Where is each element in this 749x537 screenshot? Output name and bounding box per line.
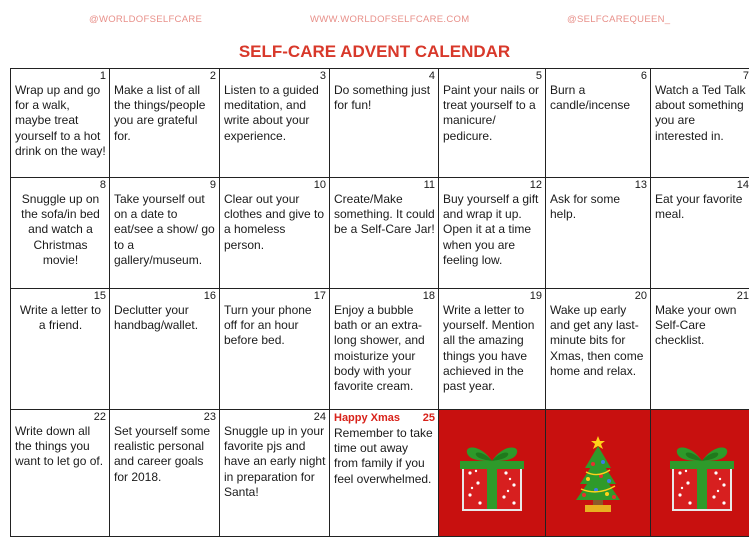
day-number: 25 — [422, 412, 435, 424]
day-cell-18 — [330, 289, 439, 410]
day-text: Write a letter to a friend. — [19, 303, 102, 333]
day-text: Wake up early and get any last-minute bits for Xmas, then come home and relax. — [550, 303, 644, 378]
day-cell-7 — [651, 69, 749, 178]
day-number: 5 — [535, 70, 542, 82]
day-number: 6 — [640, 70, 647, 82]
day-number: 15 — [93, 290, 106, 302]
day-cell-22 — [11, 410, 110, 537]
day-text: Listen to a guided meditation, and write about your experience. — [224, 83, 319, 143]
day-text: Create/Make something. It could be a Self-Care Jar! — [334, 192, 435, 237]
day-text: Take yourself out on a date to eat/see a show/ go to a gallery/museum. — [114, 192, 215, 267]
day-cell-20 — [546, 289, 651, 410]
day-cell-24 — [220, 410, 330, 537]
calendar-grid — [10, 68, 749, 537]
gift-tile — [651, 410, 749, 537]
day-text: Turn your phone off for an hour before bed. — [224, 303, 312, 348]
day-number: 17 — [313, 290, 326, 302]
day-text: Enjoy a bubble bath or an extra-long shower, and moisturize your body with your favorite cream. — [334, 303, 425, 394]
day-number: 2 — [209, 70, 216, 82]
day-number: 9 — [209, 179, 216, 191]
day-cell-6 — [546, 69, 651, 178]
day-cell-17 — [220, 289, 330, 410]
page-title: SELF-CARE ADVENT CALENDAR — [238, 42, 511, 61]
day-cell-11 — [330, 178, 439, 289]
day-text: Write a letter to yourself. Mention all the amazing things you have achieved in the past year. — [443, 303, 535, 394]
day-number: 23 — [203, 411, 216, 423]
day-number: 16 — [203, 290, 216, 302]
website-url: WWW.WORLDOFSELFCARE.COM — [310, 14, 470, 25]
day-cell-10 — [220, 178, 330, 289]
day-cell-9 — [110, 178, 220, 289]
gift-icon — [664, 433, 740, 513]
xmas-header — [334, 412, 435, 425]
day-number: 19 — [529, 290, 542, 302]
tree-tile — [546, 410, 651, 537]
day-text: Set yourself some realistic personal and career goals for 2018. — [114, 424, 211, 484]
day-number: 18 — [422, 290, 435, 302]
gift-tile — [439, 410, 546, 537]
day-cell-12 — [439, 178, 546, 289]
day-number: 4 — [428, 70, 435, 82]
day-cell-19 — [439, 289, 546, 410]
gift-icon — [454, 433, 530, 513]
day-number: 7 — [742, 70, 749, 82]
day-cell-8 — [11, 178, 110, 289]
day-number: 20 — [634, 290, 647, 302]
happy-xmas-label: Happy Xmas — [334, 412, 401, 424]
day-cell-4 — [330, 69, 439, 178]
day-cell-16 — [110, 289, 220, 410]
day-number: 3 — [319, 70, 326, 82]
day-cell-21 — [651, 289, 749, 410]
day-cell-25 — [330, 410, 439, 537]
day-cell-1 — [11, 69, 110, 178]
day-number: 10 — [313, 179, 326, 191]
day-number: 1 — [99, 70, 106, 82]
day-cell-2 — [110, 69, 220, 178]
header-bar — [0, 14, 749, 30]
day-text: Snuggle up on the sofa/in bed and watch a Christmas movie! — [21, 192, 100, 267]
day-cell-23 — [110, 410, 220, 537]
day-text: Make your own Self-Care checklist. — [655, 303, 737, 348]
day-text: Ask for some help. — [550, 192, 621, 222]
day-text: Remember to take time out away from family if you feel overwhelmed. — [334, 426, 433, 486]
day-text: Do something just for fun! — [334, 83, 431, 113]
day-number: 14 — [736, 179, 749, 191]
day-cell-5 — [439, 69, 546, 178]
day-number: 24 — [313, 411, 326, 423]
day-number: 8 — [99, 179, 106, 191]
day-text: Declutter your handbag/wallet. — [114, 303, 199, 333]
day-cell-14 — [651, 178, 749, 289]
day-text: Buy yourself a gift and wrap it up. Open it at a time when you are feeling low. — [443, 192, 539, 267]
day-number: 22 — [93, 411, 106, 423]
christmas-tree-icon — [571, 432, 625, 514]
day-number: 13 — [634, 179, 647, 191]
day-cell-3 — [220, 69, 330, 178]
day-text: Wrap up and go for a walk, maybe treat yourself to a hot drink on the way! — [15, 83, 106, 158]
day-text: Write down all the things you want to let go of. — [15, 424, 104, 469]
day-text: Snuggle up in your favorite pjs and have an early night in preparation for Santa! — [224, 424, 326, 499]
day-number: 11 — [423, 179, 435, 191]
day-text: Paint your nails or treat yourself to a manicure/ pedicure. — [443, 83, 540, 143]
instagram-handle-left: @WORLDOFSELFCARE — [89, 14, 203, 25]
instagram-handle-right: @SELFCAREQUEEN_ — [567, 14, 671, 25]
day-number: 12 — [529, 179, 542, 191]
day-number: 21 — [736, 290, 749, 302]
day-text: Make a list of all the things/people you are grateful for. — [114, 83, 206, 143]
day-cell-15 — [11, 289, 110, 410]
day-text: Watch a Ted Talk about something you are interested in. — [655, 83, 746, 143]
day-cell-13 — [546, 178, 651, 289]
day-text: Clear out your clothes and give to a homeless person. — [224, 192, 325, 252]
day-text: Eat your favorite meal. — [655, 192, 743, 222]
day-text: Burn a candle/incense — [550, 83, 631, 113]
